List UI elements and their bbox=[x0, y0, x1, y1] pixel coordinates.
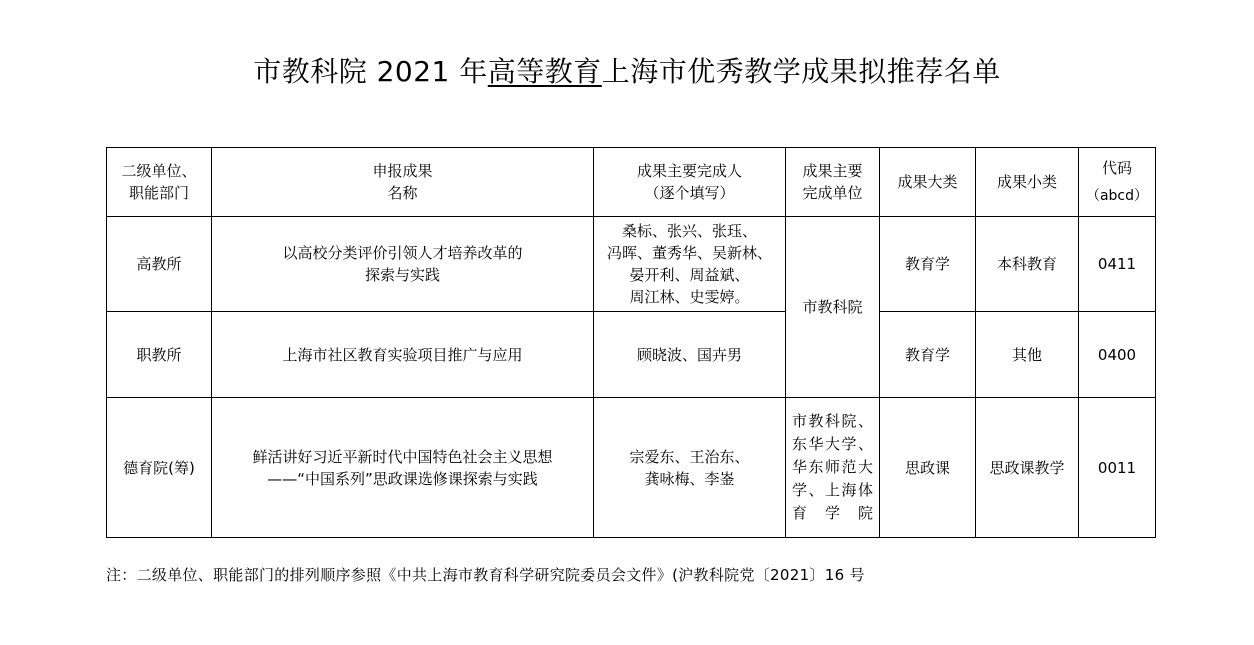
table-row bbox=[107, 312, 1156, 398]
row2-members: 顾晓波、国卉男 bbox=[594, 312, 786, 398]
row1-code: 0411 bbox=[1079, 217, 1156, 312]
header-major: 成果大类 bbox=[880, 148, 976, 217]
row3-major: 思政课 bbox=[880, 398, 976, 538]
header-code bbox=[1079, 148, 1156, 217]
row2-major: 教育学 bbox=[880, 312, 976, 398]
row2-unit: 职教所 bbox=[107, 312, 212, 398]
row3-code: 0011 bbox=[1079, 398, 1156, 538]
header-row bbox=[107, 148, 1156, 217]
row3-members: 宗爱东、王治东、 龚咏梅、李崟 bbox=[594, 398, 786, 538]
page-title bbox=[0, 52, 1254, 92]
row1-members: 桑标、张兴、张珏、 冯晖、董秀华、吴新林、 晏开利、周益斌、 周江林、史雯婷。 bbox=[594, 217, 786, 312]
header-org: 成果主要 完成单位 bbox=[786, 148, 880, 217]
row3-minor: 思政课教学 bbox=[976, 398, 1079, 538]
shared-org-cell: 市教科院 bbox=[786, 217, 880, 398]
header-code-format: （abcd） bbox=[1085, 188, 1149, 204]
row2-minor: 其他 bbox=[976, 312, 1079, 398]
row3-achievement: 鲜活讲好习近平新时代中国特色社会主义思想 ——“中国系列”思政课选修课探索与实践 bbox=[212, 398, 594, 538]
row3-unit: 德育院(筹) bbox=[107, 398, 212, 538]
row1-major: 教育学 bbox=[880, 217, 976, 312]
row2-code: 0400 bbox=[1079, 312, 1156, 398]
row3-org: 市教科院、东华大学、华东师范大学、上海体育学院 bbox=[786, 398, 880, 538]
row1-unit: 高教所 bbox=[107, 217, 212, 312]
table-row bbox=[107, 398, 1156, 538]
footnote: 注：二级单位、职能部门的排列顺序参照《中共上海市教育科学研究院委员会文件》(沪教科院党〔2021〕16 号 bbox=[106, 566, 865, 584]
title-suffix: 上海市优秀教学成果拟推荐名单 bbox=[601, 55, 1001, 88]
title-prefix: 市教科院 2021 年 bbox=[253, 55, 488, 88]
header-code-label: 代码 bbox=[1101, 159, 1132, 177]
row1-minor: 本科教育 bbox=[976, 217, 1079, 312]
row1-achievement: 以高校分类评价引领人才培养改革的 探索与实践 bbox=[212, 217, 594, 312]
header-achievement: 申报成果 名称 bbox=[212, 148, 594, 217]
table-row bbox=[107, 217, 1156, 312]
recommendation-table bbox=[106, 147, 1156, 538]
title-underlined-segment: 高等教育 bbox=[487, 55, 602, 88]
header-members: 成果主要完成人 （逐个填写） bbox=[594, 148, 786, 217]
header-unit: 二级单位、 职能部门 bbox=[107, 148, 212, 217]
row2-achievement: 上海市社区教育实验项目推广与应用 bbox=[212, 312, 594, 398]
header-minor: 成果小类 bbox=[976, 148, 1079, 217]
